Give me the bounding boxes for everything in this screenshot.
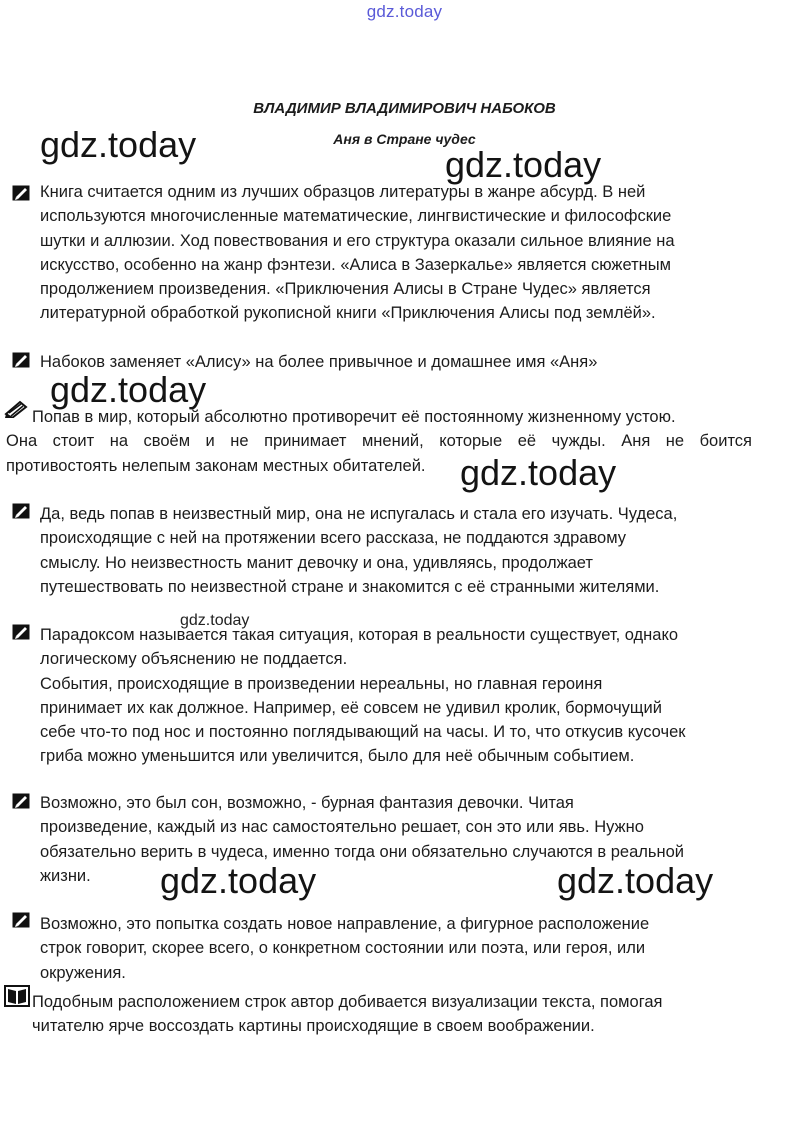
answer-line: Да, ведь попав в неизвестный мир, она не испугалась и стала его изучать. Чудеса, (40, 505, 678, 523)
answer-line: логическому объяснению не поддается. (40, 650, 348, 669)
answer-line: жизни. (40, 866, 91, 885)
answer-line: противостоять нелепым законам местных обитателей. (6, 456, 426, 475)
answer-line: смыслу. Но неизвестность манит девочку и она, удивляясь, продолжает (40, 553, 593, 572)
watermark: gdz.today (557, 860, 714, 901)
pen-icon (12, 503, 30, 519)
answer-line: продолжением произведения. «Приключения Алисы в Стране Чудес» является (40, 280, 651, 299)
answer-line: Возможно, это попытка создать новое направление, а фигурное расположение (40, 915, 650, 933)
answer-line: Попав в мир, который абсолютно противоречит её постоянному жизненному устою. (32, 408, 676, 426)
answer-line: Набоков заменяет «Алису» на более привычное и домашнее имя «Аня» (40, 353, 598, 371)
work-title: Аня в Стране чудес (333, 131, 476, 147)
pen-icon (12, 793, 30, 809)
answer-line: используются многочисленные математические, лингвистические и философские (40, 207, 672, 226)
answer-line: произведение, каждый из нас самостоятельно решает, сон это или явь. Нужно (40, 818, 644, 837)
answer-line: себе что-то под нос и постоянно поглядывающий на часы. И то, что откусив кусочек (40, 723, 686, 742)
answer-line: строк говорит, скорее всего, о конкретном состоянии или поэта, или героя, или (40, 939, 646, 958)
pen-icon (12, 185, 30, 201)
watermark: gdz.today (50, 369, 207, 410)
answer-line: происходящие с ней на протяжении всего рассказа, не поддаются здравому (40, 529, 626, 548)
answer-1 (40, 180, 760, 326)
answer-8 (32, 990, 757, 1039)
answer-7 (40, 912, 765, 985)
top-watermark: gdz.today (366, 2, 443, 21)
author-title: ВЛАДИМИР ВЛАДИМИРОВИЧ НАБОКОВ (253, 100, 556, 117)
pen-icon (12, 624, 30, 640)
pen-icon (12, 352, 30, 368)
pen-icon (12, 912, 30, 928)
answer-line: События, происходящие в произведении нереальны, но главная героиня (40, 674, 603, 693)
book-icon (4, 985, 30, 1007)
answer-4 (40, 502, 765, 599)
answer-line: гриба можно уменьшится или увеличится, было для неё обычным событием. (40, 747, 635, 766)
answer-line: Возможно, это был сон, возможно, - бурная фантазия девочки. Читая (40, 794, 574, 812)
answer-line: принимает их как должное. Например, её совсем не удивил кролик, бормочущий (40, 698, 662, 717)
answer-5 (40, 623, 765, 769)
answer-line: обязательно верить в чудеса, именно тогда они обязательно случаются в реальной (40, 842, 684, 861)
answer-line: Она стоит на своём и не принимает мнений, которые её чужды. Аня не боится (6, 432, 752, 451)
answer-line: искусство, особенно на жанр фэнтези. «Алиса в Зазеркалье» является сюжетным (40, 255, 671, 274)
answer-line: Подобным расположением строк автор добивается визуализации текста, помогая (32, 993, 663, 1011)
watermark: gdz.today (40, 124, 197, 165)
answer-line: шутки и аллюзии. Ход повествования и его структура оказали сильное влияние на (40, 231, 675, 250)
answer-line: Книга считается одним из лучших образцов литературы в жанре абсурд. В ней (40, 183, 646, 201)
answer-line: читателю ярче воссоздать картины происходящие в своем воображении. (32, 1017, 595, 1036)
watermark: gdz.today (460, 452, 617, 493)
watermark-small: gdz.today (180, 612, 250, 629)
answer-3 (6, 405, 752, 478)
answer-line: путешествовать по неизвестной стране и знакомится с её странными жителями. (40, 577, 660, 596)
answer-line: Парадоксом называется такая ситуация, которая в реальности существует, однако (40, 626, 679, 644)
answer-line: литературной обработкой рукописной книги «Приключения Алисы под землёй». (40, 304, 656, 323)
watermark: gdz.today (160, 860, 317, 901)
answer-line: окружения. (40, 963, 126, 982)
watermark: gdz.today (445, 144, 602, 185)
